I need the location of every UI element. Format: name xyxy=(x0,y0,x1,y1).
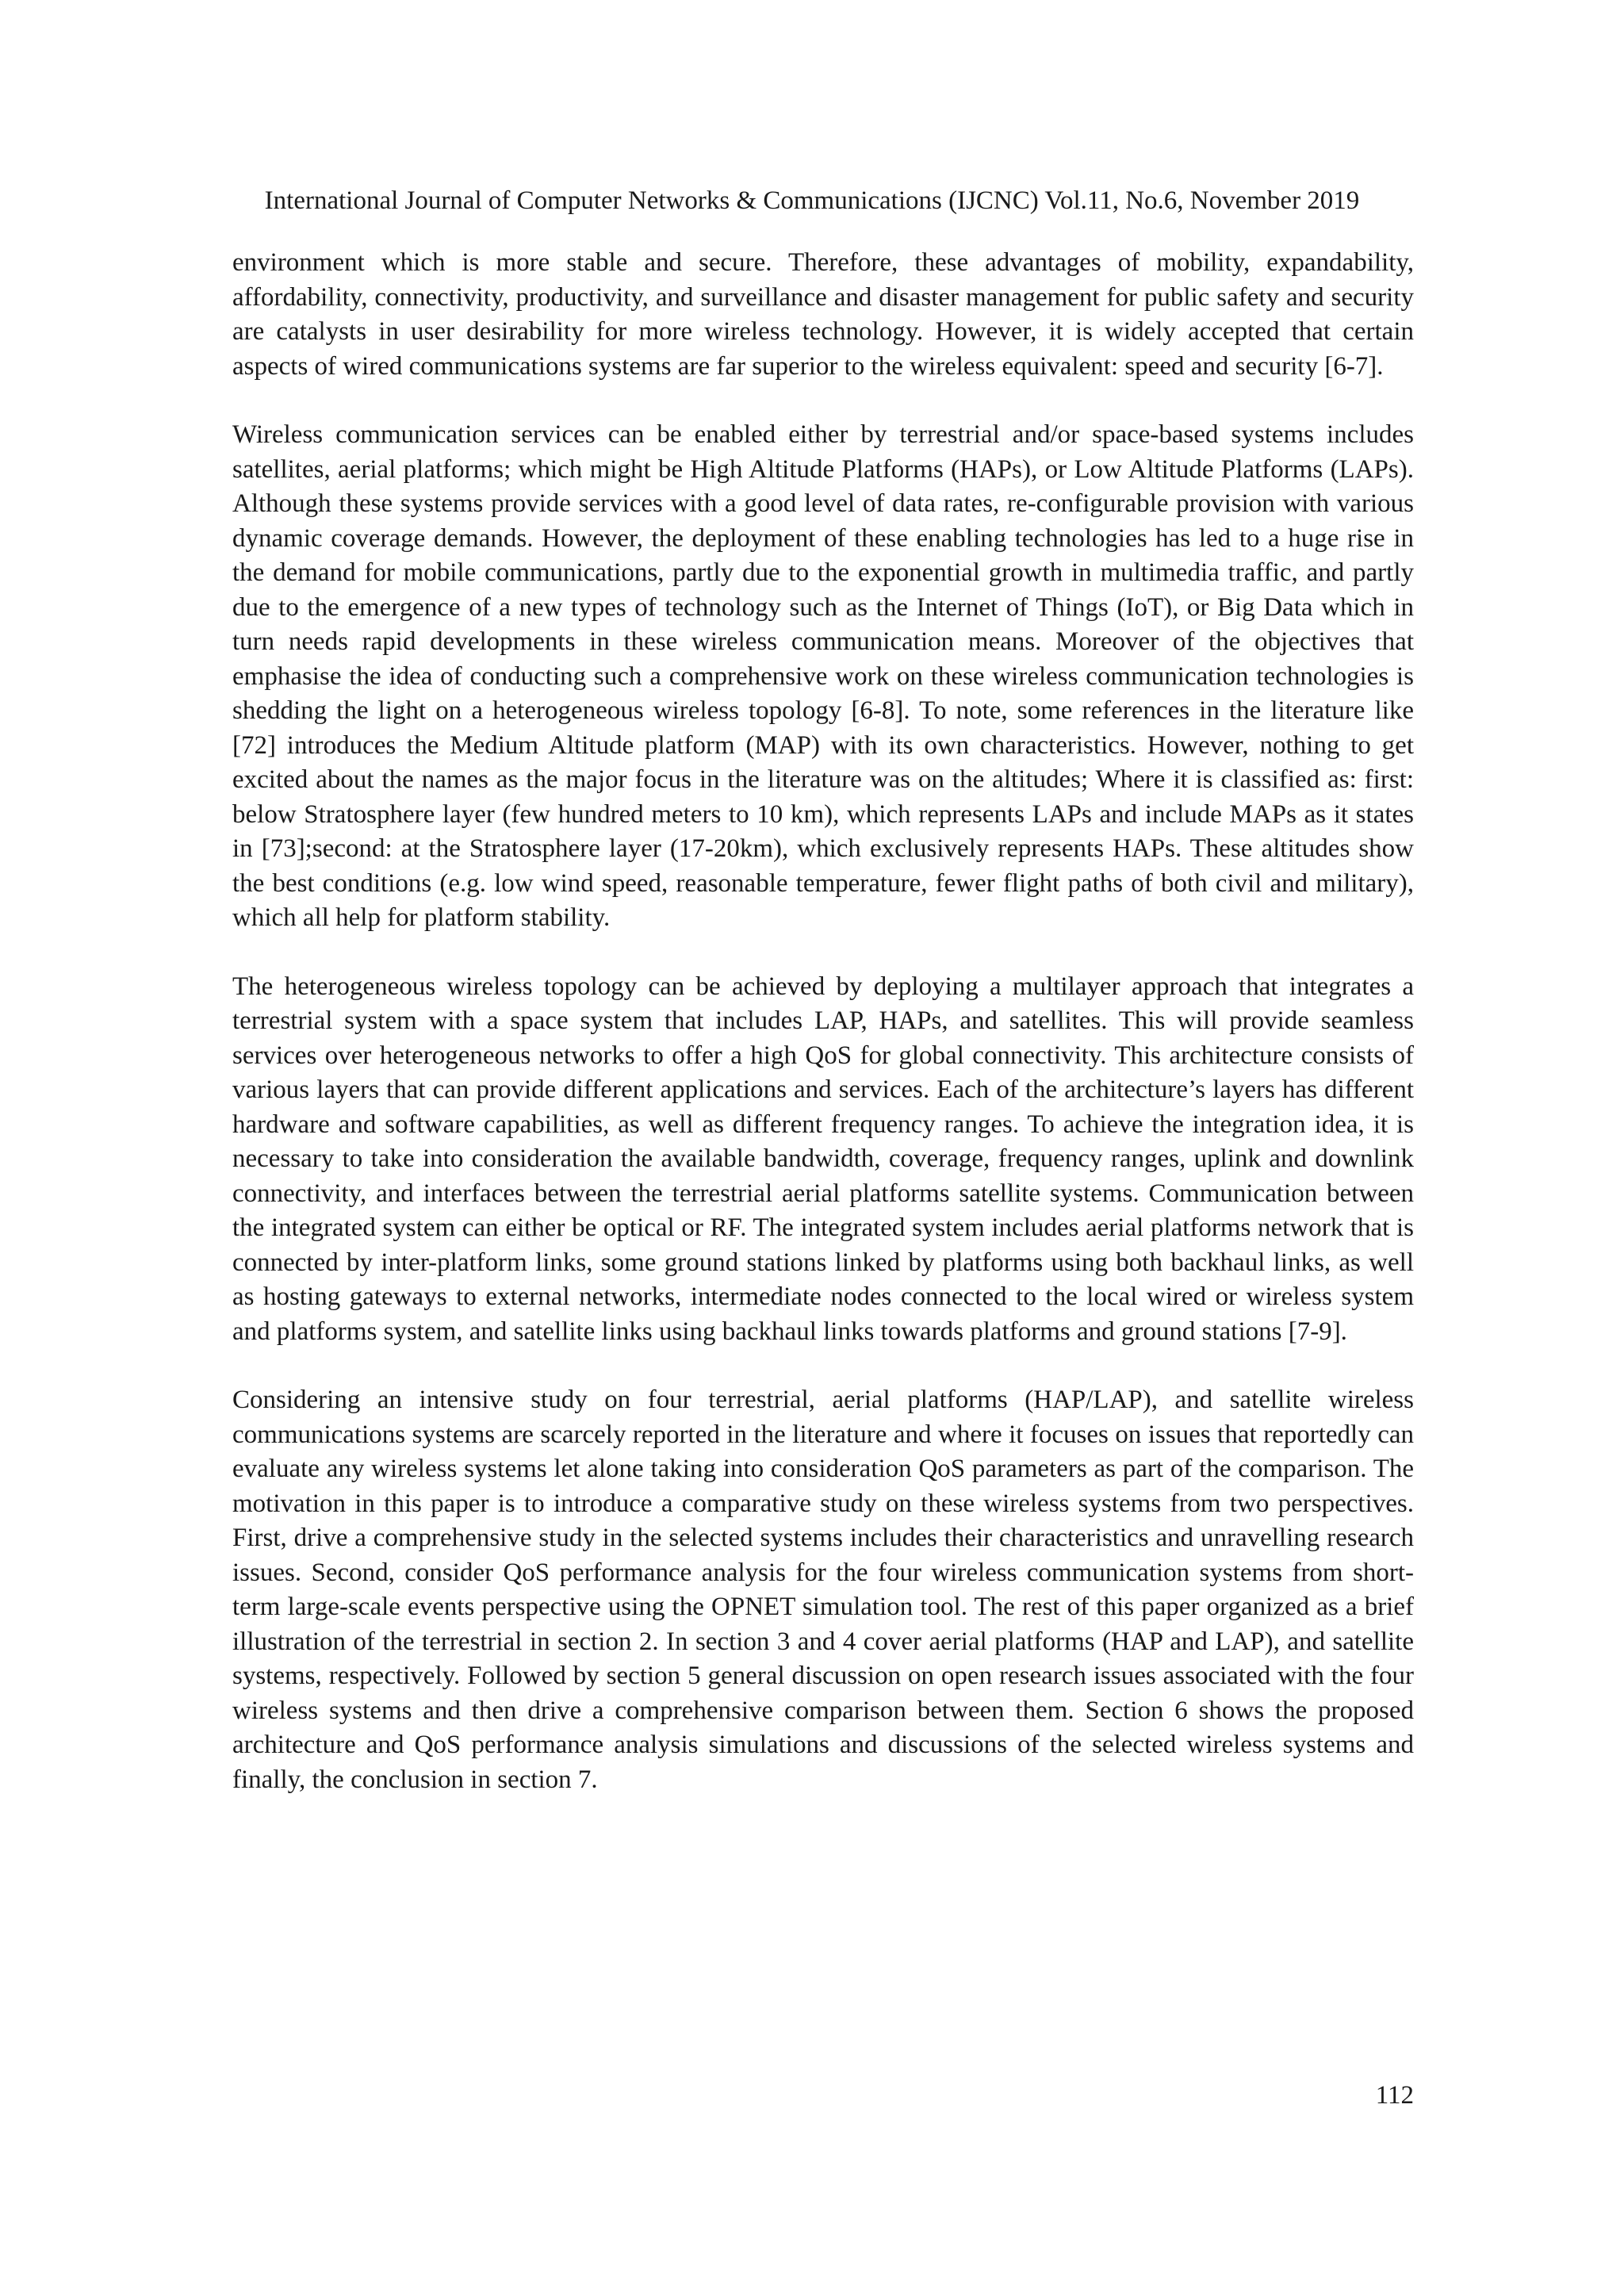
body-text xyxy=(232,246,1414,1831)
paragraph: Wireless communication services can be enabled either by terrestrial and/or space-based systems includes satellites, aerial platforms; which might be High Altitude Platforms (HAPs), or Low Altitude Platforms (LAPs). Although these systems provide services with a good level of data rates, re-configurable provision with various dynamic coverage demands. However, the deployment of these enabling technologies has led to a huge rise in the demand for mobile communications, partly due to the exponential growth in multimedia traffic, and partly due to the emergence of a new types of technology such as the Internet of Things (IoT), or Big Data which in turn needs rapid developments in these wireless communication means. Moreover of the objectives that emphasise the idea of conducting such a comprehensive work on these wireless communication technologies is shedding the light on a heterogeneous wireless topology [6-8]. To note, some references in the literature like [72] introduces the Medium Altitude platform (MAP) with its own characteristics. However, nothing to get excited about the names as the major focus in the literature was on the altitudes; Where it is classified as: first: below Stratosphere layer (few hundred meters to 10 km), which represents LAPs and include MAPs as it states in [73];second: at the Stratosphere layer (17-20km), which exclusively represents HAPs. These altitudes show the best conditions (e.g. low wind speed, reasonable temperature, fewer flight paths of both civil and military), which all help for platform stability. xyxy=(232,420,1414,932)
page-number: 112 xyxy=(1375,2081,1414,2110)
paragraph: The heterogeneous wireless topology can be achieved by deploying a multilayer approach that integrates a terrestrial system with a space system that includes LAP, HAPs, and satellites. This will provide seamless services over heterogeneous networks to offer a high QoS for global connectivity. This architecture consists of various layers that can provide different applications and services. Each of the architecture’s layers has different hardware and software capabilities, as well as different frequency ranges. To achieve the integration idea, it is necessary to take into consideration the available bandwidth, coverage, frequency ranges, uplink and downlink connectivity, and interfaces between the terrestrial aerial platforms satellite systems. Communication between the integrated system can either be optical or RF. The integrated system includes aerial platforms network that is connected by inter-platform links, some ground stations linked by platforms using both backhaul links, as well as hosting gateways to external networks, intermediate nodes connected to the local wired or wireless system and platforms system, and satellite links using backhaul links towards platforms and ground stations [7-9]. xyxy=(232,972,1414,1346)
paragraph: Considering an intensive study on four terrestrial, aerial platforms (HAP/LAP), and satellite wireless communications systems are scarcely reported in the literature and where it focuses on issues that reportedly can evaluate any wireless systems let alone taking into consideration QoS parameters as part of the comparison. The motivation in this paper is to introduce a comparative study on these wireless systems from two perspectives. First, drive a comprehensive study in the selected systems includes their characteristics and unravelling research issues. Second, consider QoS performance analysis for the four wireless communication systems from short-term large-scale events perspective using the OPNET simulation tool. The rest of this paper organized as a brief illustration of the terrestrial in section 2. In section 3 and 4 cover aerial platforms (HAP and LAP), and satellite systems, respectively. Followed by section 5 general discussion on open research issues associated with the four wireless systems and then drive a comprehensive comparison between them. Section 6 shows the proposed architecture and QoS performance analysis simulations and discussions of the selected wireless systems and finally, the conclusion in section 7. xyxy=(232,1386,1414,1794)
paragraph: environment which is more stable and secure. Therefore, these advantages of mobility, expandability, affordability, connectivity, productivity, and surveillance and disaster management for public safety and security are catalysts in user desirability for more wireless technology. However, it is widely accepted that certain aspects of wired communications systems are far superior to the wireless equivalent: speed and security [6-7]. xyxy=(232,248,1414,381)
running-header: International Journal of Computer Networks & Communications (IJCNC) Vol.11, No.6, November 2019 xyxy=(264,186,1360,215)
